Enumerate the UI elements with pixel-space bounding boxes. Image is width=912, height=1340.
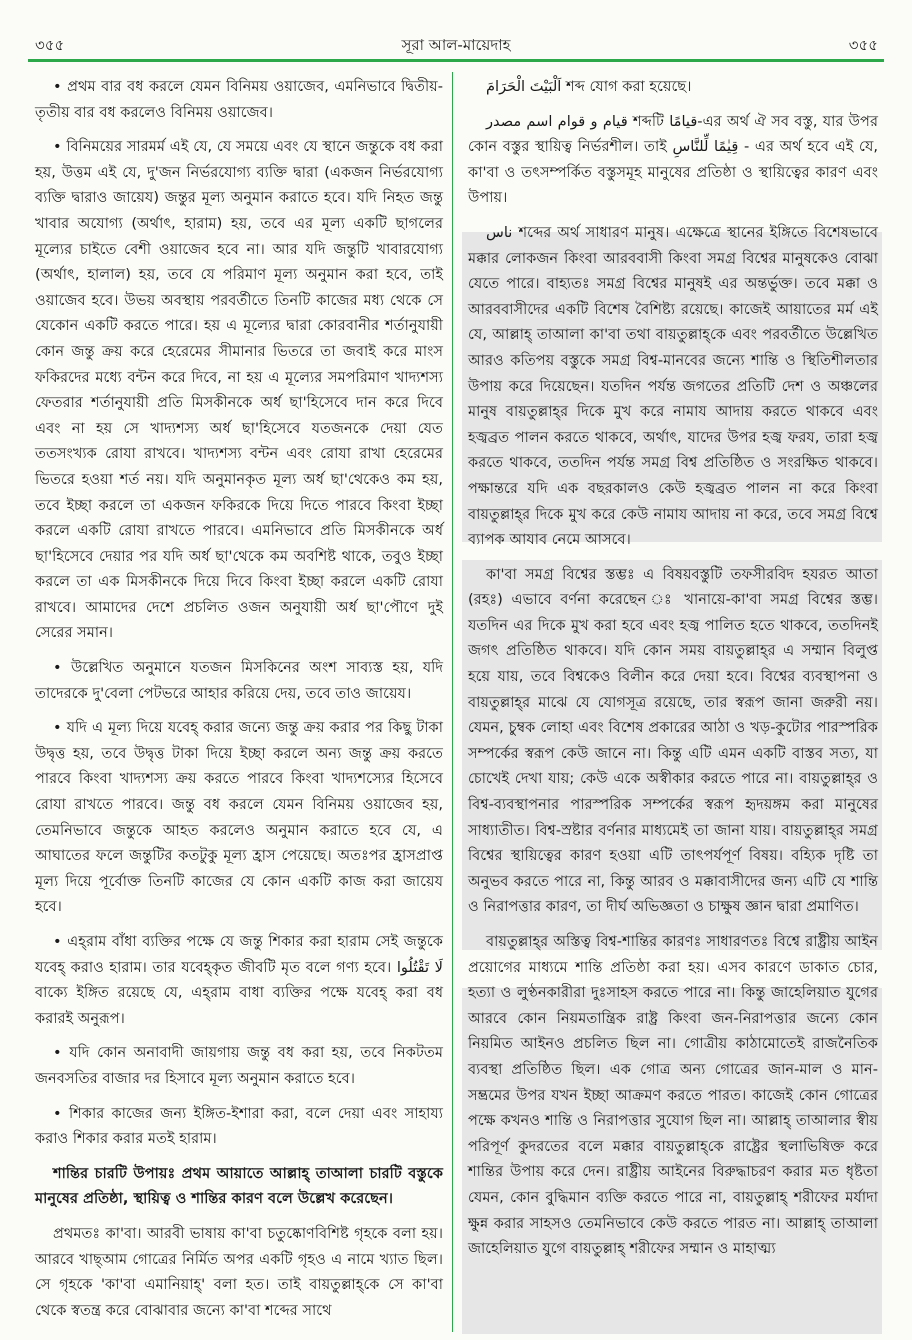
paragraph: • এহ্‌রাম বাঁধা ব্যক্তির পক্ষে যে জন্তু শিকার করা হারাম সেই জন্তুকে যবেহ্ করাও হারাম। তার যবেহ্‌কৃত জীবটি মৃত বলে গণ্য হবে। لَا تَقْتُلُوا বাক্যে ইঙ্গিত রয়েছে যে, এহ্‌রাম বাধা ব্যক্তির পক্ষে যবেহ্ করা বধ করারই অনুরূপ। xyxy=(35,933,443,1027)
paragraph: قيام و قوام اسم مصدر শব্দটি قيامًا-এর অর্থ ঐ সব বস্তু, যার উপর কোন বস্তুর স্থায়িত্ব নির্ভরশীল। তাই قِيٰمًا لِّلنَّاسِ - এর অর্থ হবে এই যে, কা'বা ও তৎসম্পর্কিত বস্তুসমূহ মানুষের প্রতিষ্ঠা ও স্থায়িত্বের কারণ এবং উপায়। xyxy=(468,112,878,207)
column-divider xyxy=(452,72,453,1332)
paragraph: • যদি এ মূল্য দিয়ে যবেহ্ করার জন্যে জন্তু ক্রয় করার পর কিছু টাকা উদ্বৃত্ত হয়, তবে উদ্বৃত্ত টাকা দিয়ে ইচ্ছা করলে অন্য জন্তু ক্রয় করতে পারবে কিংবা খাদ্যশস্য ক্রয় করতে পারবে কিংবা খাদ্যশস্যের হিসেবে রোযা রাখতে পারবে। জন্তু বধ করলে যেমন বিনিময় ওয়াজেব হয়, তেমনিভাবে জন্তুকে আহত করলেও অনুমান করাতে হবে যে, এ আঘাতের ফলে জন্তুটির কতটুকু মূল্য হ্রাস পেয়েছে। অতঃপর হ্রাসপ্রাপ্ত মূল্য দিয়ে পূর্বোক্ত তিনটি কাজের যে কোন একটি কাজ করা জায়েয হবে। xyxy=(35,719,443,916)
paragraph: প্রথমতঃ কা'বা। আরবী ভাষায় কা'বা চতুষ্কোণবিশিষ্ট গৃহকে বলা হয়। আরবে খাছ্‌আম গোত্রের নির্মিত অপর একটি গৃহও এ নামে খ্যাত ছিল। সে গৃহকে 'কা'বা এমানিয়াহ্' বলা হত। তাই বায়তুল্লাহ্‌কে সে কা'বা থেকে স্বতন্ত্র করে বোঝাবার জন্যে কা'বা শব্দের সাথে xyxy=(35,1224,443,1319)
paragraph: • যদি কোন অনাবাদী জায়গায় জন্তু বধ করা হয়, তবে নিকটতম জনবসতির বাজার দর হিসাবে মূল্য অনুমান করাতে হবে। xyxy=(35,1044,443,1087)
left-column xyxy=(35,74,443,1332)
paragraph: • বিনিময়ের সারমর্ম এই যে, যে সময়ে এবং যে স্থানে জন্তুকে বধ করা হয়, উত্তম এই যে, দু'জন নির্ভরযোগ্য ব্যক্তি দ্বারা (একজন নির্ভরযোগ্য ব্যক্তি দ্বারাও জায়েয) জন্তুর মূল্য অনুমান করাতে হবে। যদি নিহত জন্তু খাবার অযোগ্য (অর্থাৎ, হারাম) হয়, তবে এর মূল্য একটি ছাগলের মূল্যের চাইতে বেশী ওয়াজেব হবে না। আর যদি জন্তুটি খাবারযোগ্য (অর্থাৎ, হালাল) হয়, তবে যে পরিমাণ মূল্য অনুমান করা হবে, তাই ওয়াজেব হবে। উভয় অবস্থায় পরবর্তীতে তিনটি কাজের মধ্য থেকে সে যেকোন একটি করতে পারে। হয় এ মূল্যের দ্বারা কোরবানীর শর্তানুযায়ী কোন জন্তু ক্রয় করে হেরেমের সীমানার ভিতরে তা জবাই করে মাংস ফকিরদের মধ্যে বন্টন করে দিবে, না হয় এ মূল্যের সমপরিমাণ খাদ্যশস্য ফেতরার শর্তানুযায়ী প্রতি মিসকীনকে অর্ধ ছা'হিসেবে দান করে দিবে এবং না হয় সে খাদ্যশস্য অর্ধ ছা'হিসেবে যতজনকে দেয়া যেত ততসংখ্যক রোযা রাখবে। খাদ্যশস্য বন্টন এবং রোযা রাখা হেরেমের ভিতরে হওয়া শর্ত নয়। যদি অনুমানকৃত মূল্য অর্ধ ছা'থেকেও কম হয়, তবে ইচ্ছা করলে তা একজন ফকিরকে দিয়ে দিতে পারবে কিংবা ইচ্ছা করলে একটি রোযা রাখতে পারবে। এমনিভাবে প্রতি মিসকীনকে অর্ধ ছা'হিসেবে দেয়ার পর যদি অর্ধ ছা'থেকে কম অবশিষ্ট থাকে, তবুও ইচ্ছা করলে তা এক মিসকীনকে দিয়ে দিবে কিংবা ইচ্ছা করলে একটি রোযা রাখবে। আমাদের দেশে প্রচলিত ওজন অনুযায়ী অর্ধ ছা'পৌণে দুই সেরের সমান। xyxy=(35,138,443,642)
paragraph: • শিকার কাজের জন্য ইঙ্গিত-ইশারা করা, বলে দেয়া এবং সাহায্য করাও শিকার করার মতই হারাম। xyxy=(35,1104,443,1148)
paragraph: বায়তুল্লাহ্‌র অস্তিত্ব বিশ্ব-শান্তির কারণঃ সাধারণতঃ বিশ্বে রাষ্ট্রীয় আইন প্রয়োগের মাধ্যমে শান্তি প্রতিষ্ঠা করা হয়। এসব কারণে ডাকাত চোর, হত্যা ও লুণ্ঠনকারীরা দুঃসাহস করতে পারে না। কিন্তু জাহেলিয়াত যুগের আরবে কোন নিয়মতান্ত্রিক রাষ্ট্র কিংবা জন-নিরাপত্তার জন্যে কোন নিয়মিত আইনও প্রচলিত ছিল না। গোত্রীয় কাঠামোতেই রাজনৈতিক ব্যবস্থা প্রতিষ্ঠিত ছিল। এক গোত্র অন্য গোত্রের জান-মাল ও মান-সম্ভ্রমের উপর যখন ইচ্ছা আক্রমণ করতে পারত। কাজেই কোন গোত্রের পক্ষে কখনও শান্তি ও নিরাপত্তার সুযোগ ছিল না। আল্লাহ্ তাআলার স্বীয় পরিপূর্ণ কুদরতের বলে মক্কার বায়তুল্লাহ্‌কে রাষ্ট্রের স্থলাভিষিক্ত করে শান্তির উপায় করে দেন। রাষ্ট্রীয় আইনের বিরুদ্ধাচরণ করার মত ধৃষ্টতা যেমন, কোন বুদ্ধিমান ব্যক্তি করতে পারে না, বায়তুল্লাহ্ শরীফের মর্যাদা ক্ষুন্ন করার সাহসও তেমনিভাবে কেউ করতে পারত না। আল্লাহ্ তাআলা জাহেলিয়াত যুগে বায়তুল্লাহ্ শরীফের সম্মান ও মাহাত্ম্য xyxy=(468,933,878,1258)
running-title: সূরা আল-মায়েদাহ xyxy=(401,36,511,54)
paragraph: • প্রথম বার বধ করলে যেমন বিনিময় ওয়াজেব, এমনিভাবে দ্বিতীয়-তৃতীয় বার বধ করলেও বিনিময় ওয়াজেব। xyxy=(35,78,443,121)
paragraph: কা'বা সমগ্র বিশ্বের স্তম্ভঃ এ বিষয়বস্তুটি তফসীরবিদ হযরত আতা (রহঃ) এভাবে বর্ণনা করেছেন ঃ খানায়ে-কা'বা সমগ্র বিশ্বের স্তম্ভ। যতদিন এর দিকে মুখ করা হবে এবং হজ্ব পালিত হতে থাকবে, ততদিনই জগৎ প্রতিষ্ঠিত থাকবে। যদি কোন সময় বায়তুল্লাহ্‌র এ সম্মান বিলুপ্ত হয়ে যায়, তবে বিশ্বকেও বিলীন করে দেয়া হবে। বিশ্বের ব্যবস্থাপনা ও বায়তুল্লাহ্‌র মাঝে যে যোগসূত্র রয়েছে, তার স্বরূপ জানা জরুরী নয়। যেমন, চুম্বক লোহা এবং বিশেষ প্রকারের আঠা ও খড়-কুটোর পারস্পরিক সম্পর্কের স্বরূপ কেউ জানে না। কিন্তু এটি এমন একটি বাস্তব সত্য, যা চোখেই দেখা যায়; কেউ একে অস্বীকার করতে পারে না। বায়তুল্লাহ্‌র ও বিশ্ব-ব্যবস্থাপনার পারস্পরিক সম্পর্কের স্বরূপ হৃদয়ঙ্গম করা মানুষের সাধ্যাতীত। বিশ্ব-স্রষ্টার বর্ণনার মাধ্যমেই তা জানা যায়। বায়তুল্লাহ্‌র সমগ্র বিশ্বের স্থায়িত্বের কারণ হওয়া এটি তাৎপর্যপূর্ণ বিষয়। বহ্যিক দৃষ্টি তা অনুভব করতে পারে না, কিন্তু আরব ও মক্কাবাসীদের জন্য এটি যে শান্তি ও নিরাপত্তার কারণ, তা দীর্ঘ অভিজ্ঞতা ও চাক্ষুষ জ্ঞান দ্বারা প্রমাণিত। xyxy=(468,565,878,916)
page-number-right: ৩৫৫ xyxy=(848,36,878,54)
page-number-left: ৩৫৫ xyxy=(35,36,65,54)
paragraph: • উল্লেখিত অনুমানে যতজন মিসকিনের অংশ সাব্যস্ত হয়, যদি তাদেরকে দু'বেলা পেটভরে আহার করিয়ে দেয়, তবে তাও জায়েয। xyxy=(35,659,443,702)
paragraph: ناس শব্দের অর্থ সাধারণ মানুষ। এক্ষেত্রে স্থানের ইঙ্গিতে বিশেষভাবে মক্কার লোকজন কিংবা আরববাসী কিংবা সমগ্র বিশ্বের মানুষকেও বোঝা যেতে পারে। বাহ্যতঃ সমগ্র বিশ্বের মানুষই এর অন্তর্ভুক্ত। তবে মক্কা ও আরববাসীদের একটি বিশেষ বৈশিষ্ট্য রয়েছে। কাজেই আয়াতের মর্ম এই যে, আল্লাহ্ তাআলা কা'বা তথা বায়তুল্লাহ্‌কে এবং পরবর্তীতে উল্লেখিত আরও কতিপয় বস্তুকে সমগ্র বিশ্ব-মানবের জন্যে শান্তি ও স্থিতিশীলতার উপায় করে দিয়েছেন। যতদিন পর্যন্ত জগতের প্রতিটি দেশ ও অঞ্চলের মানুষ বায়তুল্লাহ্‌র দিকে মুখ করে নামায আদায় করতে থাকবে এবং হজ্বব্রত পালন করতে থাকবে, অর্থাৎ, যাদের উপর হজ্ব ফরয, তারা হজ্ব করতে থাকবে, ততদিন পর্যন্ত সমগ্র বিশ্ব প্রতিষ্ঠিত ও সংরক্ষিত থাকবে। পক্ষান্তরে যদি এক বছরকালও কেউ হজ্বব্রত পালন না করে কিংবা বায়তুল্লাহ্‌র দিকে মুখ করে কেউ নামায আদায় না করে, তবে সমগ্র বিশ্বে ব্যাপক আযাব নেমে আসবে। xyxy=(468,223,878,549)
right-column xyxy=(468,74,878,1271)
paragraph: اَلْبَيْتَ الْحَرَامَ শব্দ যোগ করা হয়েছে। xyxy=(486,78,692,95)
header-rule xyxy=(28,59,884,62)
section-paragraph: শান্তির চারটি উপায়ঃ প্রথম আয়াতে আল্লাহ্ তাআলা চারটি বস্তুকে মানুষের প্রতিষ্ঠা, স্থায়িত্ব ও শান্তির কারণ বলে উল্লেখ করেছেন। xyxy=(35,1164,443,1208)
